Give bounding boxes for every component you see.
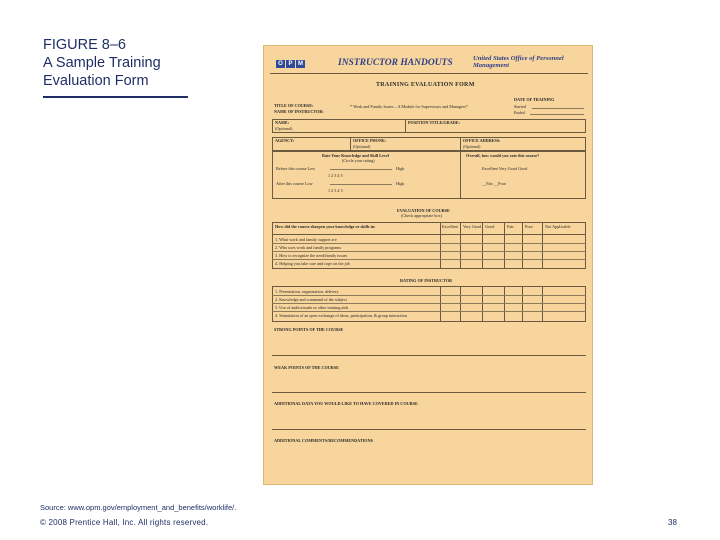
eval-header-fair: Fair	[507, 224, 514, 229]
eval-row: 1. What work and family support are	[275, 237, 337, 242]
eval-header-good: Good	[485, 224, 495, 229]
evaluation-subtitle: (Check appropriate box)	[401, 213, 442, 218]
instructor-row: 3. Use of audiovisuals or other training aids	[275, 305, 349, 310]
opm-logo	[276, 60, 305, 68]
training-evaluation-form-image	[263, 45, 593, 485]
eval-col-line	[460, 222, 461, 269]
ended-label: Ended	[514, 110, 525, 115]
agency-row-divider-1	[350, 137, 351, 151]
figure-title-line-3: Evaluation Form	[43, 73, 149, 89]
course-name: * Work and Family Issues – A Module for Supervisors and Managers*	[350, 104, 468, 109]
eval-col-line	[522, 222, 523, 269]
figure-title	[43, 36, 223, 90]
eval-header-poor: Poor	[525, 224, 533, 229]
figure-title-line-1: FIGURE 8–6	[43, 37, 126, 53]
agency-line-1: United States Office of Personnel	[473, 55, 564, 62]
inst-col-line	[460, 286, 461, 322]
strong-points-divider	[272, 355, 586, 356]
office-phone-optional: (Optional)	[353, 144, 371, 149]
header-divider	[270, 73, 588, 74]
started-line	[532, 108, 584, 109]
form-header-agency	[473, 55, 564, 69]
eval-row-line	[272, 259, 586, 260]
office-phone-label: OFFICE PHONE:	[353, 138, 387, 143]
overall-rating-options: Excellent Very Good Good	[482, 166, 528, 171]
before-course-line	[330, 169, 392, 170]
evaluation-question: How did the course sharpen your knowledge or skills in:	[275, 224, 376, 229]
before-course-label: Before this course Low	[276, 166, 316, 171]
name-of-instructor-label: NAME OF INSTRUCTOR:	[274, 109, 324, 114]
evaluation-title: EVALUATION OF COURSE	[397, 208, 450, 213]
started-label: Started	[514, 104, 526, 109]
before-course-high: High	[396, 166, 405, 171]
before-course-scale: 1 2 3 4 5	[328, 173, 343, 178]
eval-row: 2. Who uses work and family programs	[275, 245, 342, 250]
after-course-high: High	[396, 181, 405, 186]
eval-header-excellent: Excellent	[442, 224, 458, 229]
instructor-row: 4. Stimulation of an open exchange of ideas, participation, & group interaction	[275, 313, 407, 318]
weak-points-divider	[272, 392, 586, 393]
office-address-label: OFFICE ADDRESS:	[463, 138, 501, 143]
position-title-label: POSITION TITLE/GRADE:	[408, 120, 460, 125]
evaluation-header-line	[272, 234, 586, 235]
inst-col-line	[504, 286, 505, 322]
inst-col-line	[542, 286, 543, 322]
agency-line-2: Management	[473, 62, 509, 69]
inst-row-line	[272, 295, 586, 296]
title-underline	[43, 96, 188, 98]
eval-header-not-applicable: Not Applicable	[545, 224, 571, 229]
page-number: 38	[668, 518, 677, 527]
source-note: Source: www.opm.gov/employment_and_benefits/worklife/.	[40, 503, 237, 512]
agency-label: AGENCY:	[275, 138, 295, 143]
eval-row: 3. How to recognize the need/family issues	[275, 253, 348, 258]
eval-row-line	[272, 251, 586, 252]
agency-row-box	[272, 137, 586, 151]
after-course-label: After this course Low	[276, 181, 313, 186]
eval-col-line	[482, 222, 483, 269]
copyright-notice: © 2008 Prentice Hall, Inc. All rights reserved.	[40, 518, 209, 527]
rate-knowledge-subtitle: (Circle your rating)	[342, 158, 375, 163]
date-of-training-label: DATE OF TRAINING	[514, 97, 555, 102]
after-course-line	[330, 184, 392, 185]
opm-logo-letter: M	[298, 61, 303, 67]
eval-col-line	[504, 222, 505, 269]
eval-col-line	[440, 222, 441, 269]
weak-points-label: WEAK POINTS OF THE COURSE	[274, 365, 339, 370]
eval-row-line	[272, 243, 586, 244]
inst-col-line	[440, 286, 441, 322]
name-optional-label: (Optional)	[275, 126, 293, 131]
name-label: NAME:	[275, 120, 290, 125]
rate-knowledge-title: Rate Your Knowledge and Skill Level	[322, 153, 389, 158]
opm-logo-letter: O	[276, 60, 285, 68]
additional-data-label: ADDITIONAL DATA YOU WOULD LIKE TO HAVE COVERED IN COURSE	[274, 401, 418, 406]
rating-block-divider	[460, 151, 461, 199]
opm-logo-letter: P	[286, 60, 295, 68]
instructor-rating-title: RATING OF INSTRUCTOR	[400, 278, 453, 283]
eval-header-very-good: Very Good	[463, 224, 482, 229]
inst-col-line	[522, 286, 523, 322]
agency-row-divider-2	[460, 137, 461, 151]
strong-points-label: STRONG POINTS OF THE COURSE	[274, 327, 344, 332]
name-row-divider	[405, 119, 406, 133]
eval-col-line	[542, 222, 543, 269]
title-of-course-label: TITLE OF COURSE:	[274, 103, 314, 108]
inst-row-line	[272, 311, 586, 312]
instructor-row: 2. Knowledge and command of the subject	[275, 297, 347, 302]
overall-rating-question: Overall, how would you rate this course?	[466, 153, 540, 158]
form-title: TRAINING EVALUATION FORM	[376, 82, 475, 88]
eval-row: 4. Helping you take care and cope on the job	[275, 261, 350, 266]
additional-comments-label: ADDITIONAL COMMENTS/RECOMMENDATIONS	[274, 438, 373, 443]
additional-data-divider	[272, 429, 586, 430]
overall-rating-fair-poor: __Fair __Poor	[482, 181, 507, 186]
form-header-title: INSTRUCTOR HANDOUTS	[338, 58, 453, 68]
ended-line	[530, 114, 584, 115]
instructor-row: 1. Presentation, organization, delivery	[275, 289, 339, 294]
rating-block-box	[272, 151, 586, 199]
figure-title-line-2: A Sample Training	[43, 55, 161, 71]
inst-col-line	[482, 286, 483, 322]
office-address-optional: (Optional)	[463, 144, 481, 149]
inst-row-line	[272, 303, 586, 304]
after-course-scale: 1 2 3 4 5	[328, 188, 343, 193]
